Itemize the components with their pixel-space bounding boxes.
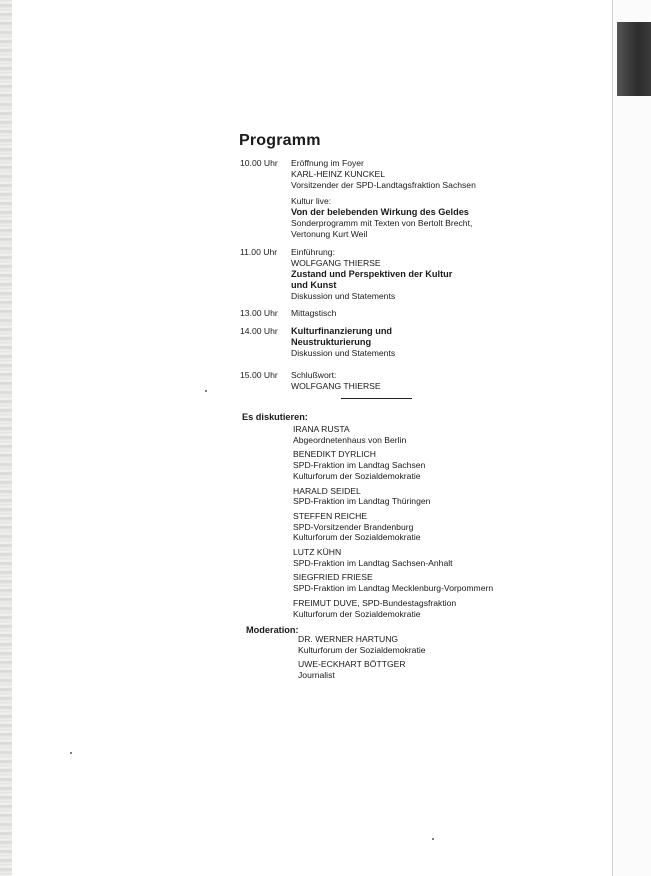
person-name: STEFFEN REICHE bbox=[293, 510, 368, 521]
scan-speck bbox=[205, 390, 207, 392]
person-name: FREIMUT DUVE, SPD-Bundestagsfraktion bbox=[293, 597, 457, 608]
person-entry bbox=[293, 449, 553, 481]
scan-speck bbox=[70, 752, 72, 754]
schedule-details bbox=[291, 247, 551, 302]
scan-dark-corner bbox=[617, 22, 651, 96]
schedule-line: Vertonung Kurt Weil bbox=[291, 229, 368, 239]
session-title: Zustand und Perspektiven der Kultur bbox=[291, 269, 453, 279]
schedule-line: WOLFGANG THIERSE bbox=[291, 381, 381, 391]
person-entry bbox=[293, 511, 553, 543]
person-affiliation: SPD-Fraktion im Landtag Sachsen bbox=[293, 460, 426, 471]
person-affiliation: SPD-Fraktion im Landtag Thüringen bbox=[293, 496, 431, 507]
schedule-line: KARL-HEINZ KUNCKEL bbox=[291, 169, 386, 179]
person-affiliation: Kulturforum der Sozialdemokratie bbox=[293, 608, 421, 619]
session-title: Neustrukturierung bbox=[291, 337, 372, 347]
person-affiliation: Kulturforum der Sozialdemokratie bbox=[298, 644, 426, 655]
schedule-time: 13.00 Uhr bbox=[240, 308, 278, 318]
session-title: Von der belebenden Wirkung des Geldes bbox=[291, 207, 469, 217]
scan-right-edge bbox=[612, 0, 651, 876]
person-entry bbox=[298, 659, 558, 680]
schedule-line: Eröffnung im Foyer bbox=[291, 158, 364, 168]
schedule-line: Kultur live: bbox=[291, 196, 332, 206]
schedule-line: Diskussion und Statements bbox=[291, 291, 396, 301]
moderators-list bbox=[298, 634, 558, 685]
schedule-line: Einführung: bbox=[291, 247, 335, 257]
session-title: und Kunst bbox=[291, 280, 337, 290]
schedule-line: Diskussion und Statements bbox=[291, 348, 396, 358]
schedule-line: Vorsitzender der SPD-Landtagsfraktion Sachsen bbox=[291, 180, 476, 190]
schedule-line: Schlußwort: bbox=[291, 370, 337, 380]
person-name: LUTZ KÜHN bbox=[293, 547, 342, 558]
schedule-time: 10.00 Uhr bbox=[240, 158, 278, 168]
person-name: BENEDIKT DYRLICH bbox=[293, 449, 376, 460]
person-name: DR. WERNER HARTUNG bbox=[298, 634, 399, 644]
page-title: Programm bbox=[239, 132, 321, 149]
person-entry bbox=[293, 424, 553, 445]
person-affiliation: SPD-Fraktion im Landtag Sachsen-Anhalt bbox=[293, 557, 453, 568]
scan-speck bbox=[432, 838, 434, 840]
discussants-list bbox=[293, 424, 553, 623]
schedule-line: WOLFGANG THIERSE bbox=[291, 258, 381, 268]
schedule-time: 14.00 Uhr bbox=[240, 326, 278, 336]
schedule-time: 15.00 Uhr bbox=[240, 370, 278, 380]
moderation-heading: Moderation: bbox=[246, 625, 299, 635]
schedule-details bbox=[291, 370, 551, 392]
person-entry bbox=[293, 486, 553, 507]
person-affiliation: SPD-Fraktion im Landtag Mecklenburg-Vorpommern bbox=[293, 583, 494, 594]
person-name: IRANA RUSTA bbox=[293, 424, 350, 434]
person-name: UWE-ECKHART BÖTTGER bbox=[298, 659, 406, 670]
person-name: HARALD SEIDEL bbox=[293, 485, 361, 496]
person-affiliation: Journalist bbox=[298, 670, 335, 681]
person-entry bbox=[298, 634, 558, 655]
schedule-details bbox=[291, 326, 551, 359]
schedule-details bbox=[291, 308, 551, 319]
session-title: Kulturfinanzierung und bbox=[291, 326, 393, 336]
person-entry bbox=[293, 547, 553, 568]
schedule-line: Sonderprogramm mit Texten von Bertolt Brecht, bbox=[291, 218, 473, 228]
scan-left-edge bbox=[0, 0, 12, 876]
divider-line bbox=[341, 398, 412, 399]
person-name: SIEGFRIED FRIESE bbox=[293, 572, 373, 583]
person-affiliation: Kulturforum der Sozialdemokratie bbox=[293, 470, 421, 481]
discussants-heading: Es diskutieren: bbox=[242, 412, 308, 422]
person-affiliation: Abgeordnetenhaus von Berlin bbox=[293, 434, 407, 445]
person-entry bbox=[293, 598, 553, 619]
person-affiliation: Kulturforum der Sozialdemokratie bbox=[293, 532, 421, 543]
person-entry bbox=[293, 572, 553, 593]
person-affiliation: SPD-Vorsitzender Brandenburg bbox=[293, 521, 414, 532]
schedule-time: 11.00 Uhr bbox=[240, 247, 278, 257]
schedule-details bbox=[291, 158, 551, 240]
schedule-line: Mittagstisch bbox=[291, 308, 337, 318]
